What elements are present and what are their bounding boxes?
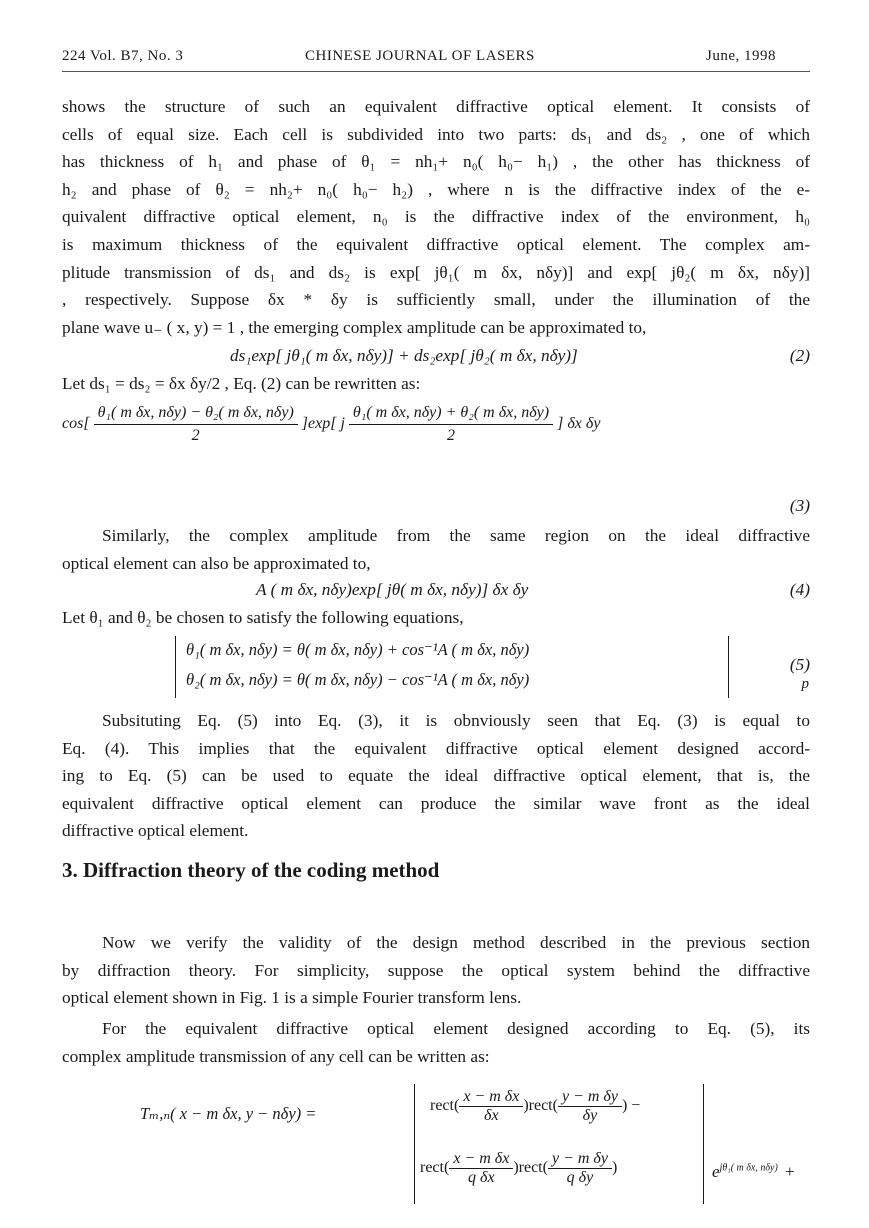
eq6-plus: + bbox=[785, 1162, 795, 1181]
eq6-rect-2: ) bbox=[523, 1097, 529, 1115]
equation-6-row-2 bbox=[420, 1150, 617, 1187]
text-line: optical element shown in Fig. 1 is a simple Fourier transform lens. bbox=[62, 988, 522, 1008]
text-line: Eq. (4). This implies that the equivalent diffractive optical element designed accord- bbox=[62, 738, 810, 758]
paragraph-transmission bbox=[62, 1015, 810, 1070]
eq6-numerator-2: y − m δy bbox=[558, 1088, 622, 1107]
text-line: has thickness of h₁ and phase of θ₁ = nh₁+ n₀( h₀− h₁) , the other has thickness of bbox=[62, 152, 810, 172]
text-line: diffractive optical element. bbox=[62, 821, 249, 841]
equation-5-number: (5) bbox=[789, 655, 810, 674]
eq6-denominator-3: q δx bbox=[468, 1169, 495, 1186]
running-header-date: June, 1998 bbox=[706, 48, 776, 64]
equation-4: A ( m δx, nδy)exp[ jθ( m δx, nδy)] δx δy bbox=[256, 580, 529, 599]
eq6-fraction-1 bbox=[459, 1088, 523, 1125]
equation-3 bbox=[62, 402, 600, 447]
eq6-numerator-3: x − m δx bbox=[449, 1150, 513, 1169]
text-line: Similarly, the complex amplitude from the same region on the ideal diffractive bbox=[102, 526, 810, 545]
equation-2-number: (2) bbox=[789, 346, 810, 365]
eq6-close: ) bbox=[611, 1159, 618, 1177]
equation-5-line-2: θ₂( m δx, nδy) = θ( m δx, nδy) − cos⁻¹A ( m δx, nδy) bbox=[186, 670, 530, 689]
eq3-mid: ]exp[ j bbox=[301, 415, 345, 433]
paragraph-verify bbox=[62, 929, 810, 1012]
text-line: cells of equal size. Each cell is subdivided into two parts: ds₁ and ds₂ , one of which bbox=[62, 124, 810, 144]
eq3-tail: ] δx δy bbox=[557, 415, 601, 433]
eq6-fraction-2 bbox=[558, 1088, 622, 1125]
equation-3-number: (3) bbox=[789, 496, 810, 515]
section-title: 3. Diffraction theory of the coding method bbox=[62, 858, 440, 882]
eq6-denominator-1: δx bbox=[484, 1107, 499, 1124]
paragraph-similarly bbox=[62, 522, 810, 577]
eq6-rect-5: ) bbox=[513, 1159, 519, 1177]
eq6-rect-6: rect( bbox=[518, 1159, 548, 1177]
running-header-left: 224 Vol. B7, No. 3 bbox=[62, 48, 184, 64]
paragraph-substituting bbox=[62, 707, 810, 845]
eq6-rect-1: rect( bbox=[430, 1097, 460, 1115]
eq6-numerator-1: x − m δx bbox=[459, 1088, 523, 1107]
text-line: by diffraction theory. For simplicity, suppose the optical system behind the diffractive bbox=[62, 960, 810, 980]
equation-2: ds₁exp[ jθ₁( m δx, nδy)] + ds₂exp[ jθ₂( m δx, nδy)] bbox=[230, 346, 578, 365]
equation-6-lhs: Tₘ,ₙ( x − m δx, y − nδy) = bbox=[140, 1104, 317, 1123]
equation-5-sub: p bbox=[801, 676, 809, 692]
header-rule bbox=[62, 71, 810, 72]
text-line: complex amplitude transmission of any cell can be written as: bbox=[62, 1046, 490, 1066]
eq6-rect-3: rect( bbox=[528, 1097, 558, 1115]
eq6-exp-power: jθ₁( m δx, nδy) bbox=[719, 1162, 778, 1174]
eq6-fraction-4 bbox=[548, 1150, 612, 1187]
let-statement-1: Let ds₁ = ds₂ = δx δy/2 , Eq. (2) can be rewritten as: bbox=[62, 374, 421, 393]
text-line: , respectively. Suppose δx * δy is sufficiently small, under the illumination of the bbox=[62, 290, 810, 310]
text-line: quivalent diffractive optical element, n₀ is the diffractive index of the environment, h₀ bbox=[62, 207, 810, 227]
equation-6-row-1 bbox=[430, 1088, 640, 1125]
text-line: Now we verify the validity of the design method described in the previous section bbox=[102, 933, 810, 952]
equation-4-number: (4) bbox=[789, 580, 810, 599]
eq6-exp-base: e bbox=[712, 1162, 720, 1181]
text-line: is maximum thickness of the equivalent diffractive optical element. The complex am- bbox=[62, 234, 810, 254]
eq3-numerator-1: θ₁( m δx, nδy) − θ₂( m δx, nδy) bbox=[94, 402, 298, 425]
eq6-denominator-4: q δy bbox=[566, 1169, 594, 1186]
text-line: optical element can also be approximated to, bbox=[62, 553, 371, 573]
text-line: ing to Eq. (5) can be used to equate the ideal diffractive optical element, that is, the bbox=[62, 766, 810, 786]
text-line: Subsituting Eq. (5) into Eq. (3), it is obnviously seen that Eq. (3) is equal to bbox=[102, 711, 810, 730]
eq6-rect-4: rect( bbox=[420, 1159, 450, 1177]
eq3-denominator-2: 2 bbox=[447, 427, 455, 444]
text-line: plane wave u₋ ( x, y) = 1 , the emerging complex amplitude can be approximated to, bbox=[62, 317, 647, 337]
eq6-denominator-2: δy bbox=[582, 1107, 598, 1124]
equation-6-exponential bbox=[712, 1162, 795, 1182]
let-statement-2: Let θ₁ and θ₂ be chosen to satisfy the following equations, bbox=[62, 608, 464, 627]
text-line: plitude transmission of ds₁ and ds₂ is exp[ jθ₁( m δx, nδy)] and exp[ jθ₂( m δx, nδy)] bbox=[62, 262, 810, 282]
eq6-fraction-3 bbox=[449, 1150, 513, 1187]
paragraph-structure bbox=[62, 93, 810, 341]
eq3-fraction-2 bbox=[349, 402, 553, 447]
text-line: equivalent diffractive optical element can produce the similar wave front as the ideal bbox=[62, 793, 810, 813]
text-line: h₂ and phase of θ₂ = nh₂+ n₀( h₀− h₂) , where n is the diffractive index of the e- bbox=[62, 179, 810, 199]
eq6-numerator-4: y − m δy bbox=[548, 1150, 612, 1169]
eq3-numerator-2: θ₁( m δx, nδy) + θ₂( m δx, nδy) bbox=[349, 402, 553, 425]
eq6-close-minus: ) − bbox=[621, 1097, 641, 1115]
running-header-journal: CHINESE JOURNAL OF LASERS bbox=[305, 48, 535, 64]
eq3-denominator-1: 2 bbox=[191, 427, 200, 444]
eq3-cos: cos[ bbox=[62, 415, 90, 433]
eq3-fraction-1 bbox=[94, 402, 298, 447]
text-line: shows the structure of such an equivalent diffractive optical element. It consists of bbox=[62, 97, 810, 116]
text-line: For the equivalent diffractive optical element designed according to Eq. (5), its bbox=[102, 1019, 810, 1038]
equation-5-line-1: θ₁( m δx, nδy) = θ( m δx, nδy) + cos⁻¹A ( m δx, nδy) bbox=[186, 640, 530, 659]
